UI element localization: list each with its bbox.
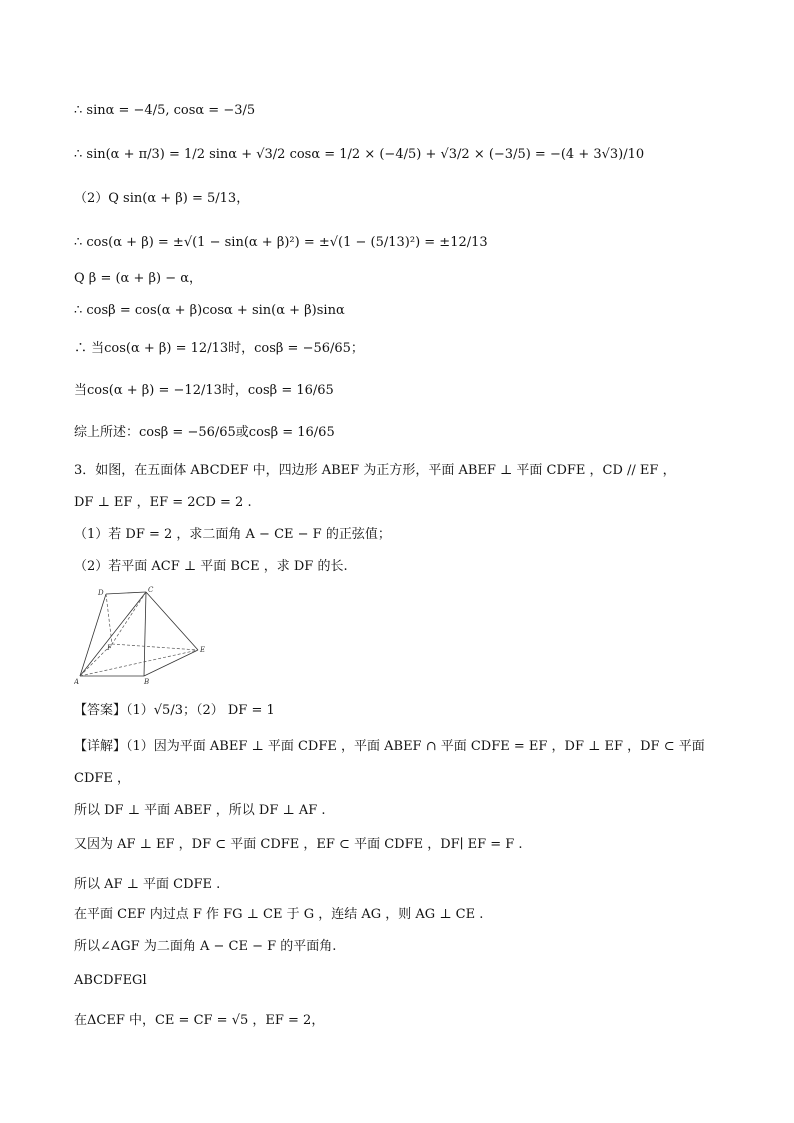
vertex-label-d: D — [98, 589, 104, 597]
answer-line: 【答案】（1）√5/3；（2） DF = 1 — [74, 703, 275, 718]
vertex-label-b: B — [144, 678, 150, 686]
detail-line-5: 所以 AF ⊥ 平面 CDFE . — [74, 877, 221, 892]
question-3-stem-cont: DF ⊥ EF ，EF = 2CD = 2 . — [74, 495, 252, 510]
detail-line-6: 在平面 CEF 内过点 F 作 FG ⊥ CE 于 G ，连结 AG ，则 AG ⊥ CE . — [74, 907, 484, 922]
detail-line-3: 所以 DF ⊥ 平面 ABEF ，所以 DF ⊥ AF . — [74, 803, 326, 818]
question-3-stem: 3．如图，在五面体 ABCDEF 中，四边形 ABEF 为正方形，平面 ABEF ⊥ 平面 CDFE ，CD // EF ， — [74, 463, 676, 478]
question-3-part-2: （2）若平面 ACF ⊥ 平面 BCE ，求 DF 的长. — [74, 559, 348, 574]
detail-line-7: 所以∠AGF 为二面角 A − CE − F 的平面角. — [74, 939, 337, 954]
vertex-label-c: C — [148, 586, 154, 594]
text-line-3: （2）Q sin(α + β) = 5/13， — [74, 191, 250, 206]
text-line-5: Q β = (α + β) − α， — [74, 271, 202, 286]
text-line-2: ∴ sin(α + π/3) = 1/2 sinα + √3/2 cosα = 1/2 × (−4/5) + √3/2 × (−3/5) = −(4 + 3√3)/10 — [74, 147, 645, 162]
text-line-6: ∴ cosβ = cos(α + β)cosα + sin(α + β)sinα — [74, 303, 345, 318]
question-3-part-1: （1）若 DF = 2 ，求二面角 A − CE − F 的正弦值； — [74, 527, 391, 542]
vertex-label-f: F — [107, 644, 112, 652]
vertex-label-e: E — [200, 646, 206, 654]
detail-line-4: 又因为 AF ⊥ EF ，DF ⊂ 平面 CDFE ，EF ⊂ 平面 CDFE ，DF∣ EF = F . — [74, 837, 523, 852]
text-line-4: ∴ cos(α + β) = ±√(1 − sin(α + β)²) = ±√(1 − (5/13)²) = ±12/13 — [74, 235, 488, 250]
pentahedron-figure — [74, 586, 214, 686]
pentahedron-diagram — [74, 586, 214, 686]
vertex-label-a: A — [74, 678, 80, 686]
text-line-1: ∴ sinα = −4/5, cosα = −3/5 — [74, 103, 256, 118]
detail-line-2: CDFE ， — [74, 771, 131, 786]
text-line-9: 综上所述：cosβ = −56/65或cosβ = 16/65 — [74, 425, 335, 440]
detail-line-8: ABCDFEGl — [74, 973, 147, 988]
detail-line-1: 【详解】（1）因为平面 ABEF ⊥ 平面 CDFE ，平面 ABEF ∩ 平面 CDFE = EF ，DF ⊥ EF ，DF ⊂ 平面 — [74, 739, 705, 754]
detail-line-9: 在ΔCEF 中，CE = CF = √5 ，EF = 2， — [74, 1013, 325, 1028]
text-line-7: ∴ 当cos(α + β) = 12/13时，cosβ = −56/65； — [74, 341, 364, 356]
text-line-8: 当cos(α + β) = −12/13时，cosβ = 16/65 — [74, 383, 334, 398]
